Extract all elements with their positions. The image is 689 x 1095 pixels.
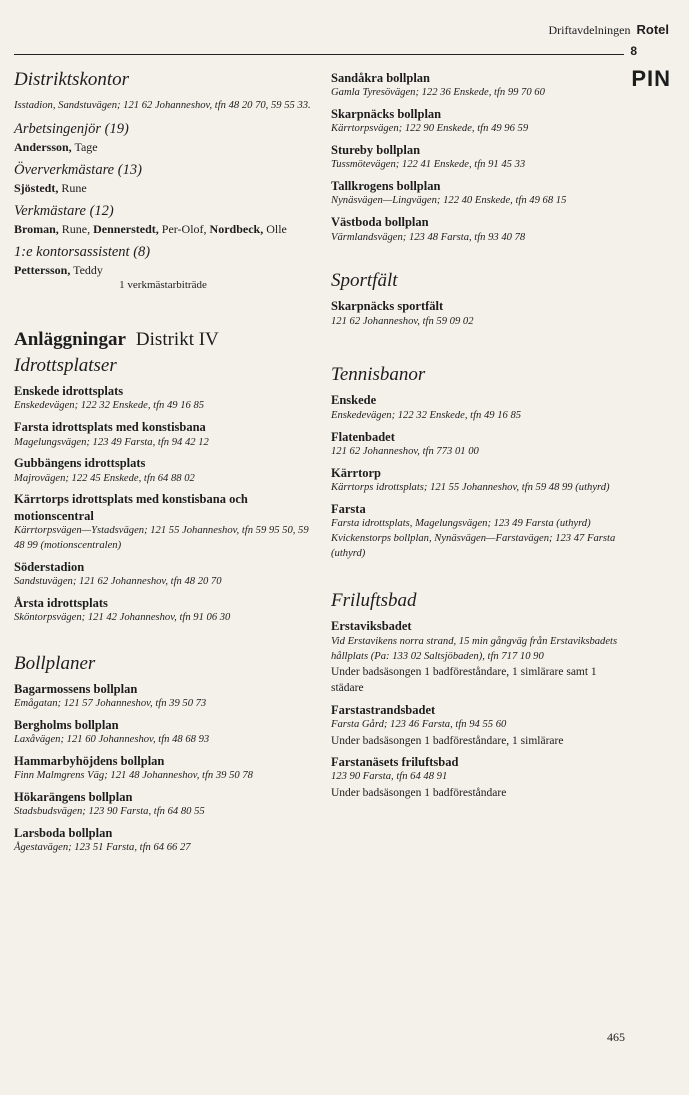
entry-name: Skarpnäcks sportfält — [331, 299, 444, 314]
person-surname: Nordbeck, — [209, 221, 264, 236]
entry-name: Bergholms bollplan — [14, 717, 119, 732]
person-given: Teddy — [70, 262, 103, 277]
list-item — [331, 214, 629, 245]
role-persons — [14, 180, 312, 196]
entry-address: Nynäsvägen—Lingvägen; 122 40 Enskede, tfn 49 68 15 — [331, 195, 567, 207]
entry-address: 121 62 Johanneshov, tfn 773 01 00 — [331, 445, 479, 457]
list-item — [331, 142, 629, 173]
distrikt-address: Isstadion, Sandstuvägen; 121 62 Johanneshov, tfn 48 20 70, 59 55 33. — [14, 99, 311, 111]
bollplaner-list — [14, 681, 312, 856]
list-item — [14, 789, 312, 820]
idrott-list — [14, 383, 312, 626]
role-persons — [14, 221, 312, 237]
distrikt-extra: 1 verkmästarbiträde — [119, 278, 207, 291]
person-surname: Dennerstedt, — [93, 221, 159, 236]
person-given: Tage — [71, 139, 98, 154]
entry-address: Ågestavägen; 123 51 Farsta, tfn 64 66 27 — [14, 842, 191, 854]
entry-name: Västboda bollplan — [331, 215, 429, 230]
entry-address: Kärrtorpsvägen; 122 90 Enskede, tfn 49 96 59 — [331, 123, 529, 135]
rotel-label: Rotel — [636, 22, 669, 37]
entry-name: Farstanäsets friluftsbad — [331, 754, 459, 769]
idrott-title: Idrottsplatser — [14, 355, 117, 377]
entry-address: Vid Erstavikens norra strand, 15 min gångväg från Erstaviksbadets hållplats (Pa: 133 02 Saltsjöbaden), tfn 717 10 90 — [331, 635, 618, 662]
entry-name: Enskede idrottsplats — [14, 384, 124, 399]
list-item — [14, 559, 312, 590]
header-rule — [14, 54, 624, 55]
role-title: Öververkmästare (13) — [14, 161, 142, 178]
anlaggningar-title: Anläggningar — [14, 329, 126, 351]
person-given: Per-Olof, — [158, 221, 210, 236]
list-item — [331, 465, 629, 496]
bollplaner-continued-list — [331, 70, 629, 245]
district-label: Distrikt IV — [135, 329, 219, 351]
list-item — [331, 178, 629, 209]
entry-name: Gubbängens idrottsplats — [14, 456, 146, 471]
list-item — [14, 717, 312, 748]
entry-address: Enskedevägen; 122 32 Enskede, tfn 49 16 85 — [331, 409, 522, 421]
list-item — [331, 754, 629, 801]
friluft-list — [331, 618, 629, 800]
entry-address: Magelungsvägen; 123 49 Farsta, tfn 94 42 12 — [14, 436, 209, 448]
tennis-title: Tennisbanor — [331, 364, 426, 386]
entry-name: Skarpnäcks bollplan — [331, 107, 442, 122]
list-item — [14, 595, 312, 626]
role-title: Arbetsingenjör (19) — [14, 120, 129, 137]
entry-address: Farsta idrottsplats, Magelungsvägen; 123 49 Farsta (uthyrd) — [331, 517, 591, 529]
list-item — [331, 70, 629, 101]
person-given: Rune — [58, 180, 87, 195]
list-item — [14, 681, 312, 712]
rotel-number: 8 — [630, 44, 637, 58]
entry-name: Farsta idrottsplats med konstisbana — [14, 420, 206, 435]
entry-address: Finn Malmgrens Väg; 121 48 Johanneshov, tfn 39 50 78 — [14, 770, 253, 782]
right-column — [331, 70, 629, 806]
list-item — [331, 392, 629, 423]
entry-name: Bagarmossens bollplan — [14, 681, 138, 696]
roles-list — [14, 120, 312, 278]
entry-address: Gamla Tyresövägen; 122 36 Enskede, tfn 99 70 60 — [331, 87, 545, 99]
entry-address: 121 62 Johanneshov, tfn 59 09 02 — [331, 315, 474, 327]
list-item — [14, 383, 312, 414]
entry-address-2: Kvickenstorps bollplan, Nynäsvägen—Farstavägen; 123 47 Farsta (uthyrd) — [331, 532, 616, 559]
entry-note: Under badsäsongen 1 badföreståndare, 1 simlärare samt 1 städare — [331, 666, 597, 695]
friluft-title: Friluftsbad — [331, 590, 417, 612]
person-surname: Broman, — [14, 221, 59, 236]
entry-name: Kärrtorps idrottsplats med konstisbana och motionscentral — [14, 492, 248, 523]
entry-name: Flatenbadet — [331, 429, 395, 444]
list-item — [14, 753, 312, 784]
role-persons — [14, 139, 312, 155]
entry-note: Under badsäsongen 1 badföreståndare, 1 simlärare — [331, 734, 564, 747]
list-item — [14, 825, 312, 856]
role-persons — [14, 262, 312, 278]
entry-address: Värmlandsvägen; 123 48 Farsta, tfn 93 40 78 — [331, 231, 526, 243]
entry-name: Stureby bollplan — [331, 143, 421, 158]
sportfalt-list — [331, 298, 629, 329]
list-item — [331, 702, 629, 749]
entry-name: Hökarängens bollplan — [14, 790, 133, 805]
running-header — [549, 22, 669, 38]
person-surname: Sjöstedt, — [14, 180, 59, 195]
entry-name: Erstaviksbadet — [331, 619, 412, 634]
entry-address: Stadsbudsvägen; 123 90 Farsta, tfn 64 80 55 — [14, 806, 205, 818]
entry-name: Hammarbyhöjdens bollplan — [14, 753, 165, 768]
department-label: Driftavdelningen — [548, 23, 631, 37]
entry-address: Enskedevägen; 122 32 Enskede, tfn 49 16 85 — [14, 400, 205, 412]
entry-address: Sandstuvägen; 121 62 Johanneshov, tfn 48 20 70 — [14, 575, 222, 587]
entry-address: Kärrtorpsvägen—Ystadsvägen; 121 55 Johanneshov, tfn 59 95 50, 59 48 99 (motionscentralen) — [14, 524, 309, 551]
entry-address: Laxåvägen; 121 60 Johanneshov, tfn 48 68 93 — [14, 734, 210, 746]
entry-name: Söderstadion — [14, 559, 85, 574]
person-surname: Andersson, — [14, 139, 72, 154]
list-item — [331, 618, 629, 696]
list-item — [331, 429, 629, 460]
entry-name: Farstastrandsbadet — [331, 702, 436, 717]
entry-name: Enskede — [331, 393, 377, 408]
bollplaner-title: Bollplaner — [14, 652, 96, 674]
entry-name: Farsta — [331, 501, 366, 516]
entry-address: Emågatan; 121 57 Johanneshov, tfn 39 50 73 — [14, 698, 207, 710]
left-column — [14, 70, 312, 861]
entry-address: Tussmötevägen; 122 41 Enskede, tfn 91 45 33 — [331, 159, 526, 171]
entry-name: Årsta idrottsplats — [14, 595, 108, 610]
anlaggningar-heading — [14, 329, 312, 351]
pin-tag: PIN — [631, 66, 671, 91]
entry-name: Kärrtorp — [331, 465, 381, 480]
entry-address: Majrovägen; 122 45 Enskede, tfn 64 88 02 — [14, 472, 195, 484]
role-title: 1:e kontorsassistent (8) — [14, 243, 151, 260]
entry-address: Sköntorpsvägen; 121 42 Johanneshov, tfn 91 06 30 — [14, 611, 231, 623]
entry-note: Under badsäsongen 1 badföreståndare — [331, 786, 507, 799]
person-given: Rune, — [58, 221, 94, 236]
list-item — [331, 298, 629, 329]
tennis-list — [331, 392, 629, 561]
person-given: Olle — [263, 221, 287, 236]
list-item — [14, 419, 312, 450]
entry-address: Farsta Gård; 123 46 Farsta, tfn 94 55 60 — [331, 718, 507, 730]
list-item — [14, 455, 312, 486]
entry-address: 123 90 Farsta, tfn 64 48 91 — [331, 770, 448, 782]
entry-address: Kärrtorps idrottsplats; 121 55 Johanneshov, tfn 59 48 99 (uthyrd) — [331, 481, 610, 493]
person-surname: Pettersson, — [14, 262, 71, 277]
list-item — [14, 491, 312, 553]
entry-name: Larsboda bollplan — [14, 826, 113, 841]
list-item — [331, 106, 629, 137]
entry-name: Tallkrogens bollplan — [331, 179, 441, 194]
entry-name: Sandåkra bollplan — [331, 71, 431, 85]
distrikt-title: Distriktskontor — [14, 69, 130, 90]
list-item — [331, 501, 629, 562]
role-title: Verkmästare (12) — [14, 202, 114, 219]
page-number: 465 — [607, 1030, 625, 1044]
sportfalt-title: Sportfält — [331, 270, 398, 292]
